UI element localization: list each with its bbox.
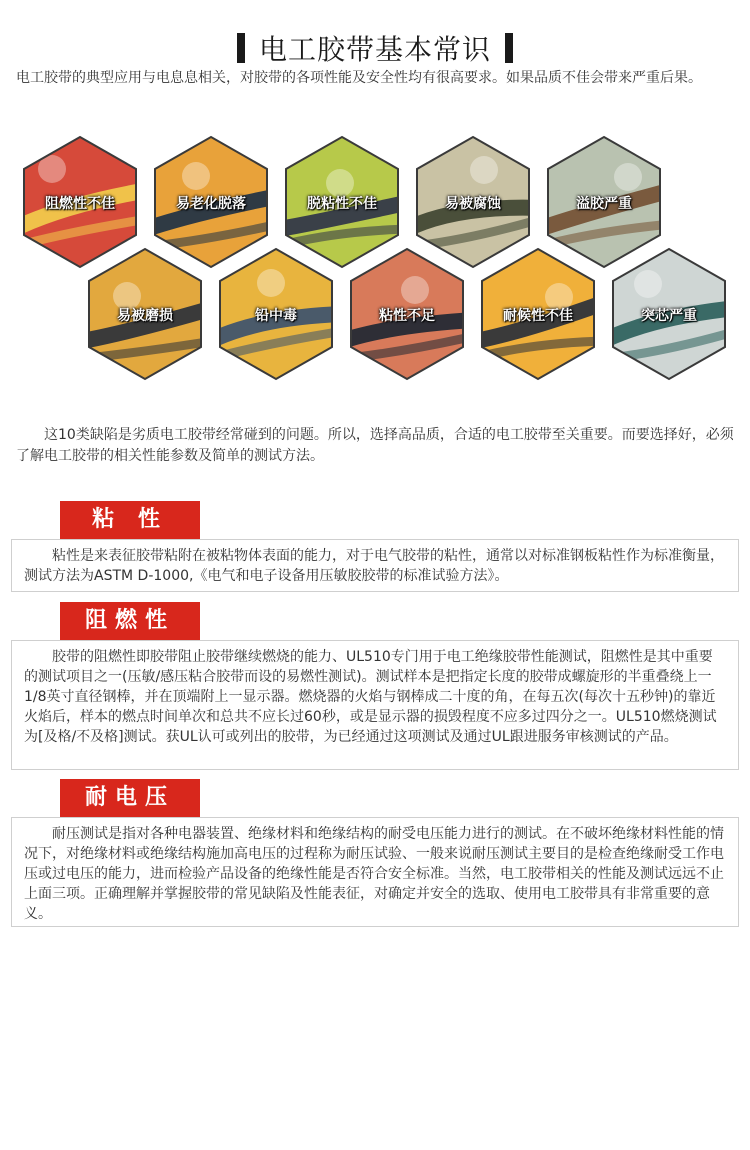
title-bar-right <box>505 33 513 63</box>
defect-label: 溢胶严重 <box>576 196 632 212</box>
defect-label: 易被腐蚀 <box>445 196 501 212</box>
section-heading-adhesion: 粘 性 <box>60 501 200 539</box>
section-heading-flame: 阻燃性 <box>60 602 200 640</box>
defect-hex <box>611 247 727 381</box>
defect-label: 易被磨损 <box>117 308 173 324</box>
defect-hex <box>87 247 203 381</box>
defect-label: 阻燃性不佳 <box>45 196 115 212</box>
defect-label: 耐候性不佳 <box>503 308 573 324</box>
section-heading-voltage: 耐电压 <box>60 779 200 817</box>
page-title <box>237 28 513 68</box>
intro-text: 电工胶带的典型应用与电息息相关，对胶带的各项性能及安全性均有很高要求。如果品质不佳会带来严重后果。 <box>16 70 702 86</box>
summary-text: 这10类缺陷是劣质电工胶带经常碰到的问题。所以，选择高品质，合适的电工胶带至关重要。而要选择好，必须了解电工胶带的相关性能参数及简单的测试方法。 <box>16 427 734 464</box>
page-title-text: 电工胶带基本常识 <box>258 33 491 66</box>
section-body-voltage: 耐压测试是指对各种电器装置、绝缘材料和绝缘结构的耐受电压能力进行的测试。在不破坏绝缘材料性能的情况下，对绝缘材料或绝缘结构施加高电压的过程称为耐压试验、一般来说耐压测试主要目的是检查绝缘耐受工作电压或过电压的能力，进而检验产品设备的绝缘性能是否符合安全标准。当然，电工胶带相关的性能及测试远远不止上面三项。正确理解并掌握胶带的常见缺陷及性能表征，对确定并安全的选取、使用电工胶带具有非常重要的意义。 <box>11 817 739 927</box>
title-bar-left <box>237 33 245 63</box>
defect-label: 粘性不足 <box>379 308 435 324</box>
defect-hex <box>349 247 465 381</box>
section-body-flame: 胶带的阻燃性即胶带阻止胶带继续燃烧的能力、UL510专门用于电工绝缘胶带性能测试，阻燃性是其中重要的测试项目之一(压敏/感压粘合胶带而设的易燃性测试)。测试样本是把指定长度的胶带成螺旋形的半重叠绕上一1/8英寸直径钢棒，并在顶端附上一显示器。燃烧器的火焰与钢棒成二十度的角，在每五次(每次十五秒钟)的靠近火焰后，样本的燃点时间单次和总共不应长过60秒，或是显示器的损毁程度不应多过四分之一。UL510燃烧测试为[及格/不及格]测试。获UL认可或列出的胶带，为已经通过这项测试及通过UL跟进服务审核测试的产品。 <box>11 640 739 770</box>
defect-label: 脱粘性不佳 <box>307 196 377 212</box>
defect-hex <box>480 247 596 381</box>
defect-label: 突芯严重 <box>641 308 697 324</box>
section-body-adhesion: 粘性是来表征胶带粘附在被粘物体表面的能力，对于电气胶带的粘性，通常以对标准钢板粘性作为标准衡量，测试方法为ASTM D-1000,《电气和电子设备用压敏胶胶带的标准试验方法》。 <box>11 539 739 592</box>
defect-label: 铅中毒 <box>255 308 297 324</box>
defect-label: 易老化脱落 <box>176 196 246 212</box>
defect-hex-grid <box>0 130 750 360</box>
title-area <box>0 28 750 68</box>
defect-hex <box>218 247 334 381</box>
